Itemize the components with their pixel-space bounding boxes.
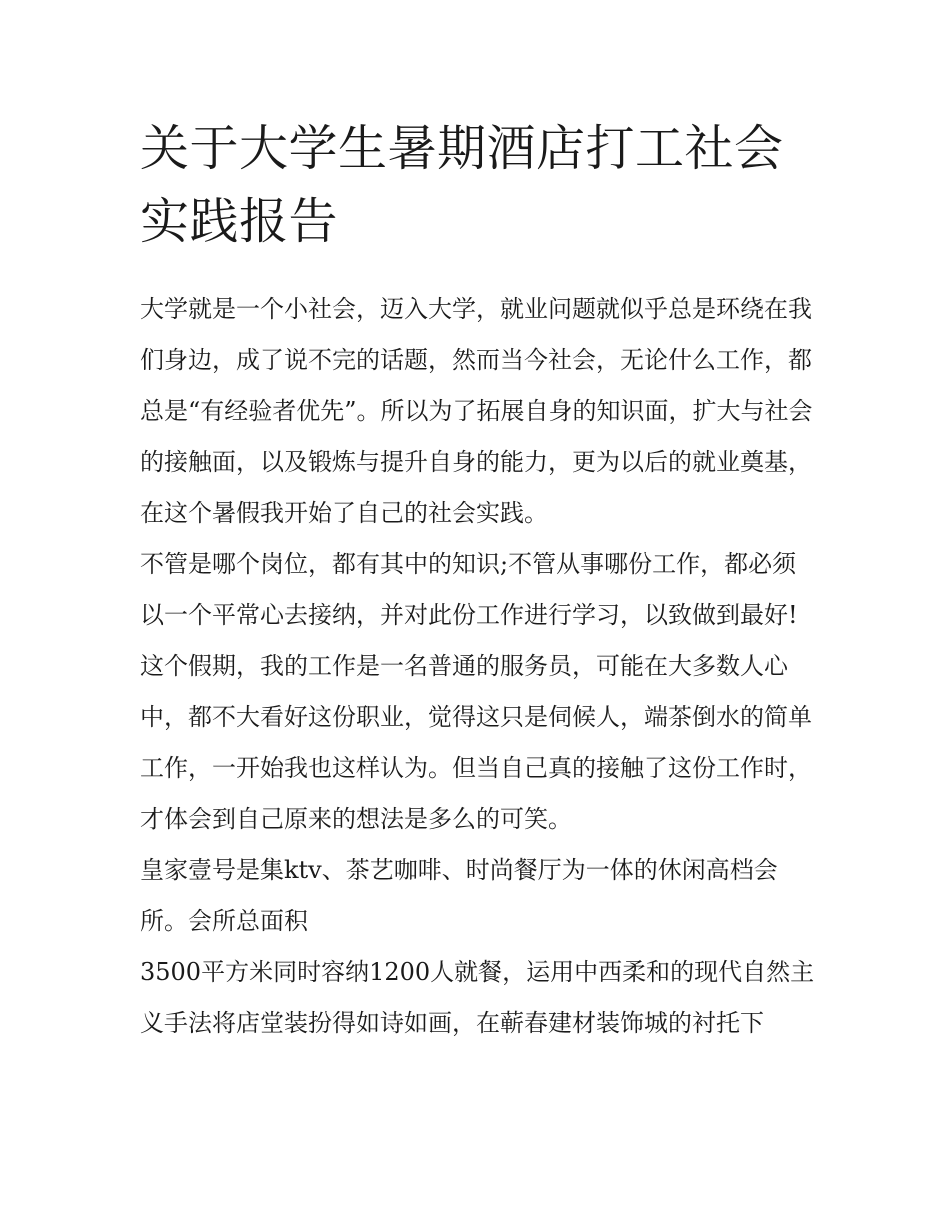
paragraph-intro: 大学就是一个小社会，迈入大学，就业问题就似乎总是环绕在我们身边，成了说不完的话题，然而当今社会，无论什么工作，都总是“有经验者优先”。所以为了拓展自身的知识面，扩大与社会的接触面，以及锻炼与提升自身的能力，更为以后的就业奠基，在这个暑假我开始了自己的社会实践。: [140, 295, 813, 527]
document-title: 关于大学生暑期酒店打工社会实践报告: [140, 120, 784, 250]
paragraph-venue: 皇家壹号是集ktv、茶艺咖啡、时尚餐厅为一体的休闲高档会所。会所总面积: [140, 856, 778, 935]
paragraph-job: 这个假期，我的工作是一名普通的服务员，可能在大多数人心中，都不大看好这份职业，觉得这只是伺候人，端茶倒水的简单工作，一开始我也这样认为。但当自己真的接触了这份工作时，才体会到自己原来的想法是多么的可笑。: [140, 652, 812, 833]
document-body: [140, 112, 820, 1049]
paragraph-area: 3500平方米同时容纳1200人就餐，运用中西柔和的现代自然主义手法将店堂装扮得如诗如画，在蕲春建材装饰城的衬托下: [140, 958, 815, 1037]
paragraph-attitude: 不管是哪个岗位，都有其中的知识;不管从事哪份工作，都必须以一个平常心去接纳，并对此份工作进行学习，以致做到最好!: [140, 550, 798, 629]
